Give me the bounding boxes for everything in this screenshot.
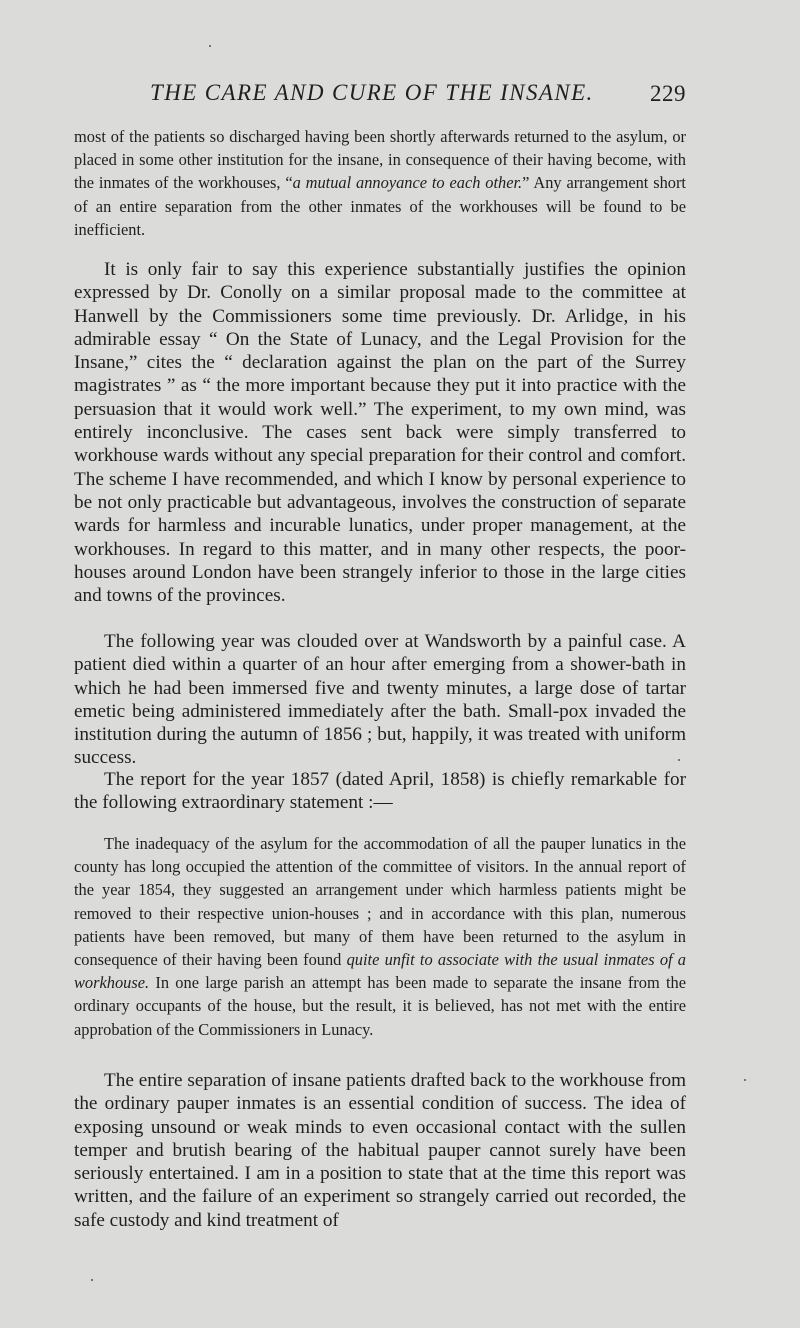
print-speck [209,45,211,47]
quoted-statement [74,832,686,1041]
italic-phrase: quite unfit to associate with the usual inmates of a workhouse. [74,950,686,993]
paragraph-small-1 [74,125,686,241]
page-header [72,80,686,114]
quote-text: In one large parish an attempt has been made to separate the insane from the ordinary occupants of the house, but the result, it is believed, has not met with the entire approbation of the Commissioners in Lunacy. [74,973,686,1039]
running-title: THE CARE AND CURE OF THE INSANE. [150,80,594,105]
page-number: 229 [650,81,686,106]
print-speck [678,759,680,761]
quote-text: The inadequacy of the asylum for the accommodation of all the pauper lunatics in the county has long occupied the attention of the committee of visitors. In the annual report of the year 1854, they suggested an arrangement under which harmless patients might be removed to their respective union-houses ; and in accordance with this plan, numerous patients have been removed, but many of them have been returned to the asylum in consequence of their having been found [74,834,686,970]
print-speck [91,1279,93,1281]
paragraph-text: ” Any arrangement short of an entire separation from the other inmates of the workhouses will be found to be inefficient. [74,173,686,239]
paragraph-text: most of the patients so discharged having been shortly afterwards returned to the asylum, or placed in some other institution for the insane, in consequence of their having become, with the inmates of the workhouses, “ [74,127,686,193]
paragraph-following-year: The following year was clouded over at Wandsworth by a painful case. A patient died within a quarter of an hour after emerging from a shower-bath in which he had been immersed five and twenty minutes, a large dose of tartar emetic being administered immediately after the bath. Small-pox invaded the institution during the autumn of 1856 ; but, happily, it was treated with uniform success. [74,631,686,769]
italic-quote: a mutual annoyance to each other. [292,173,523,193]
paragraph-experience: It is only fair to say this experience substantially justifies the opinion expressed by Dr. Conolly on a similar proposal made to the committee at Hanwell by the Commissioners some time previously. Dr. Arlidge, in his admirable essay “ On the State of Lunacy, and the Legal Provision for the Insane,” cites the “ declaration against the plan on the part of the Surrey magistrates ” as “ the more important because they put it into practice with the persuasion that it would work well.” The experiment, to my own mind, was entirely inconclusive. The cases sent back were simply transferred to workhouse wards without any special preparation for their control and comfort. The scheme I have recommended, and which I know by personal experience to be not only practicable but advantageous, involves the construction of separate wards for harmless and incurable lunatics, under proper management, at the workhouses. In regard to this matter, and in many other respects, the poor-houses around London have been strangely inferior to those in the large cities and towns of the provinces. [74,259,686,607]
paragraph-entire-separation: The entire separation of insane patients drafted back to the workhouse from the ordinary pauper inmates is an essential condition of success. The idea of exposing unsound or weak minds to even occasional contact with the sullen temper and brutish bearing of the habitual pauper cannot surely have been seriously entertained. I am in a position to state that at the time this report was written, and the failure of an experiment so strangely carried out recorded, the safe custody and kind treatment of [74,1070,686,1231]
print-speck [744,1079,746,1081]
paragraph-report-1857: The report for the year 1857 (dated April, 1858) is chiefly remarkable for the following extraordinary statement :— [74,769,686,814]
